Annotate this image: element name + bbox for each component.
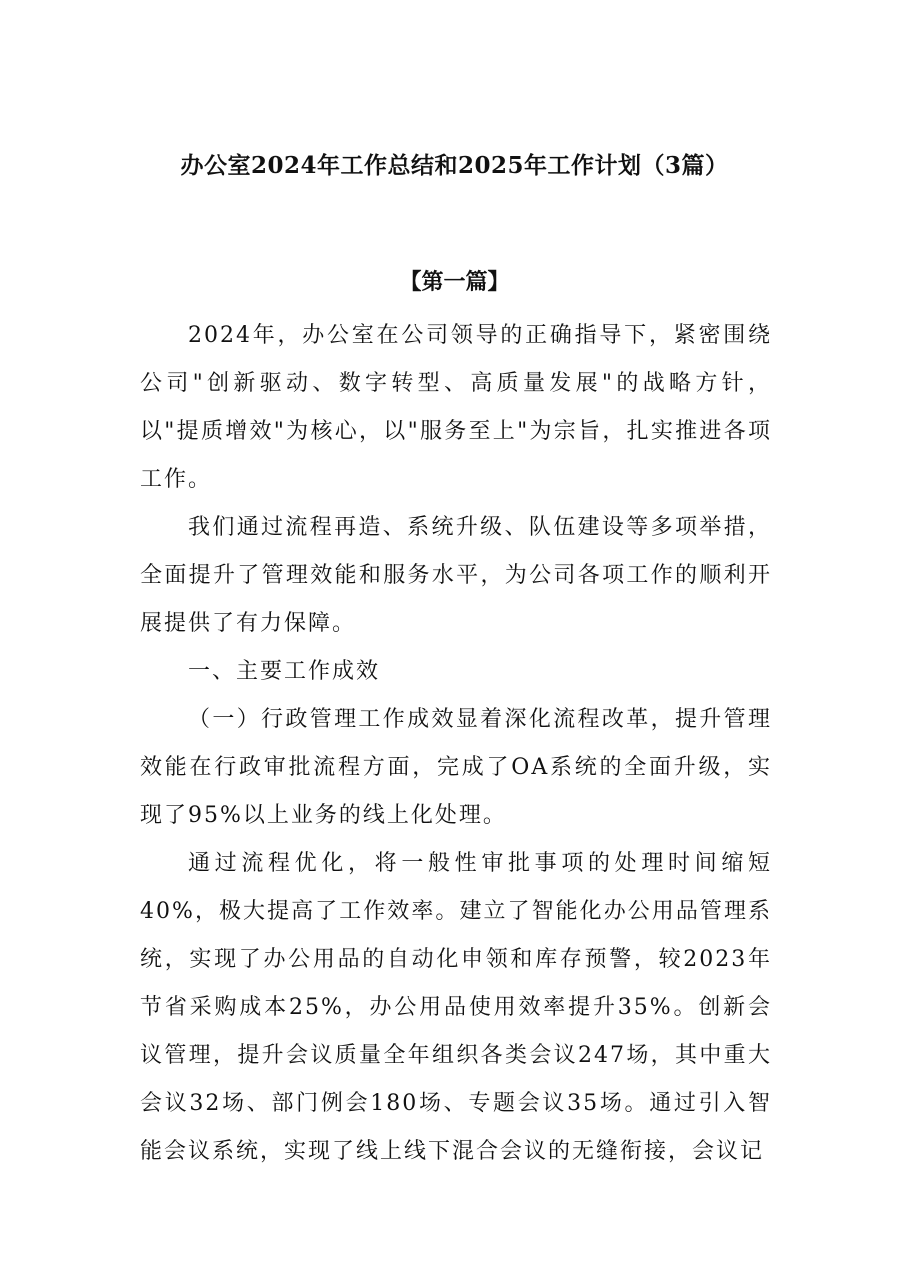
admin-results-paragraph: （一）行政管理工作成效显着深化流程改革，提升管理效能在行政审批流程方面，完成了OA系统的全面升级，实现了95%以上业务的线上化处理。	[140, 707, 772, 828]
measures-paragraph: 我们通过流程再造、系统升级、队伍建设等多项举措，全面提升了管理效能和服务水平，为公司各项工作的顺利开展提供了有力保障。	[140, 515, 772, 636]
intro-paragraph: 2024年，办公室在公司领导的正确指导下，紧密围绕公司"创新驱动、数字转型、高质量发展"的战略方针，以"提质增效"为核心，以"服务至上"为宗旨，扎实推进各项工作。	[140, 323, 772, 492]
process-optimization-paragraph: 通过流程优化，将一般性审批事项的处理时间缩短40%，极大提高了工作效率。建立了智能化办公用品管理系统，实现了办公用品的自动化申领和库存预警，较2023年节省采购成本25%，办公用品使用效率提升35%。创新会议管理，提升会议质量全年组织各类会议247场，其中重大会议32场、部门例会180场、专题会议35场。通过引入智能会议系统，实现了线上线下混合会议的无缝衔接，会议记	[140, 851, 772, 1164]
document-body	[140, 312, 772, 1176]
section-heading: 【第一篇】	[399, 269, 510, 295]
document-title: 办公室2024年工作总结和2025年工作计划（3篇）	[180, 152, 729, 179]
subheading-main-results: 一、主要工作成效	[188, 659, 381, 684]
